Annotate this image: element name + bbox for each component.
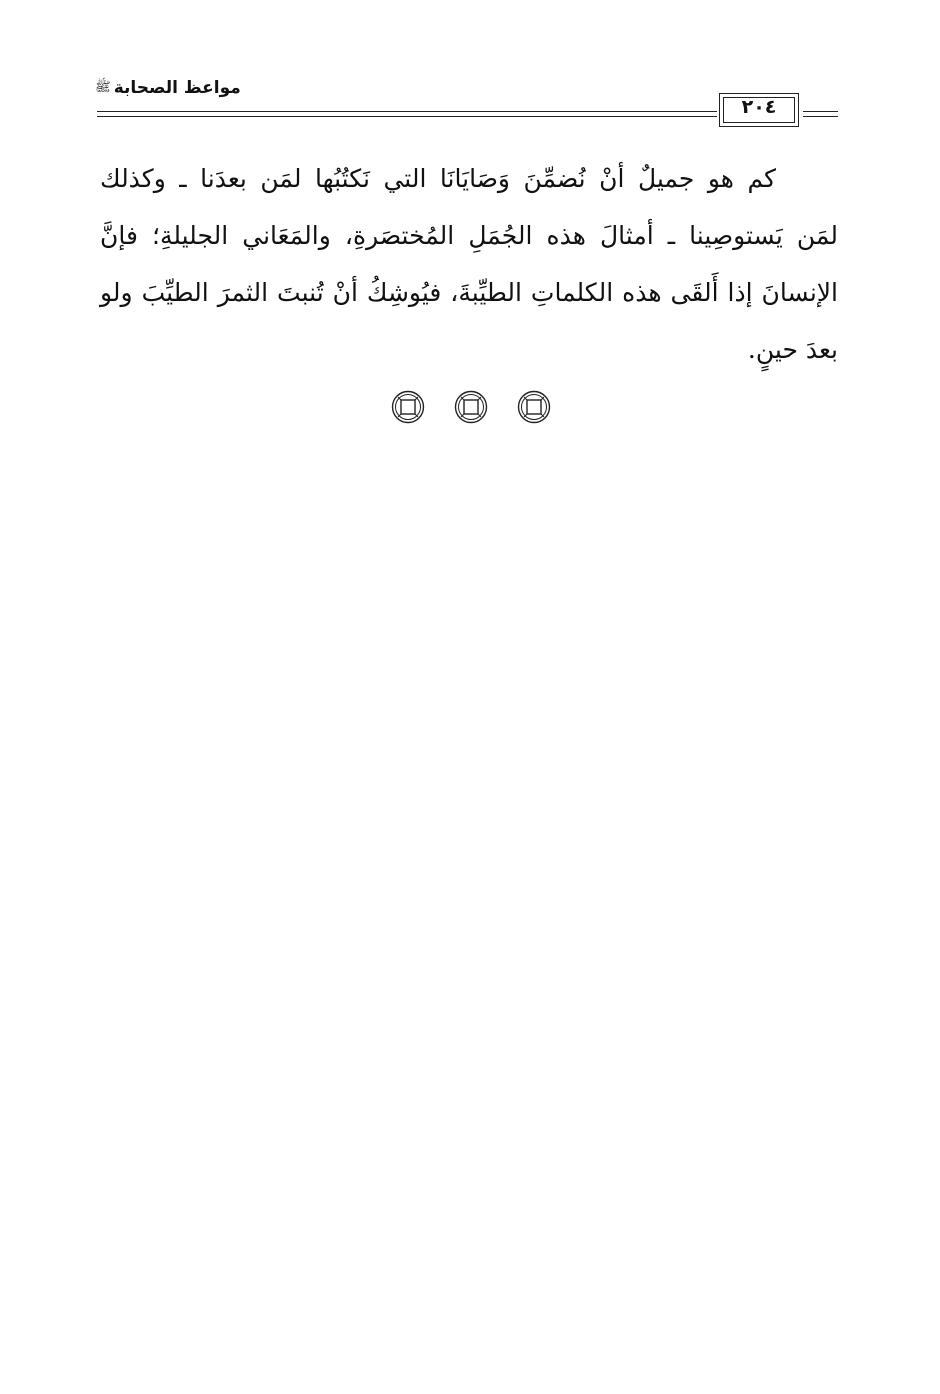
header-rule-right-top bbox=[803, 111, 838, 112]
paragraph-line: الإنسانَ إذا أَلقَى هذه الكلماتِ الطيِّبةَ، فيُوشِكُ أنْ تُنبتَ الثمرَ الطيِّبَ ولو bbox=[100, 278, 838, 307]
book-title bbox=[95, 78, 241, 98]
paragraph-line: كم هو جميلٌ أنْ نُضمِّنَ وَصَايَانَا التي نَكتُبُها لمَن بعدَنا ـ وكذلك bbox=[100, 164, 776, 193]
honorific-mark: ﷺ bbox=[95, 80, 111, 95]
book-title-text: مواعظ الصحابة bbox=[113, 78, 241, 98]
ornamental-medallion-icon bbox=[454, 390, 488, 424]
header-rule-bottom bbox=[97, 116, 717, 117]
header-rule-top bbox=[97, 111, 717, 112]
page-number-frame bbox=[719, 93, 799, 127]
page-number: ٢٠٤ bbox=[741, 96, 777, 118]
body-paragraph bbox=[100, 150, 838, 378]
ornamental-medallion-icon bbox=[391, 390, 425, 424]
running-header bbox=[95, 72, 840, 132]
header-rule-right-bottom bbox=[803, 116, 838, 117]
section-separator bbox=[391, 389, 551, 425]
paragraph-line: بعدَ حينٍ. bbox=[747, 335, 838, 364]
ornamental-medallion-icon bbox=[517, 390, 551, 424]
paragraph-line: لمَن يَستوصِينا ـ أمثالَ هذه الجُمَلِ المُختصَرةِ، والمَعَاني الجليلةِ؛ فإنَّ bbox=[100, 221, 838, 250]
